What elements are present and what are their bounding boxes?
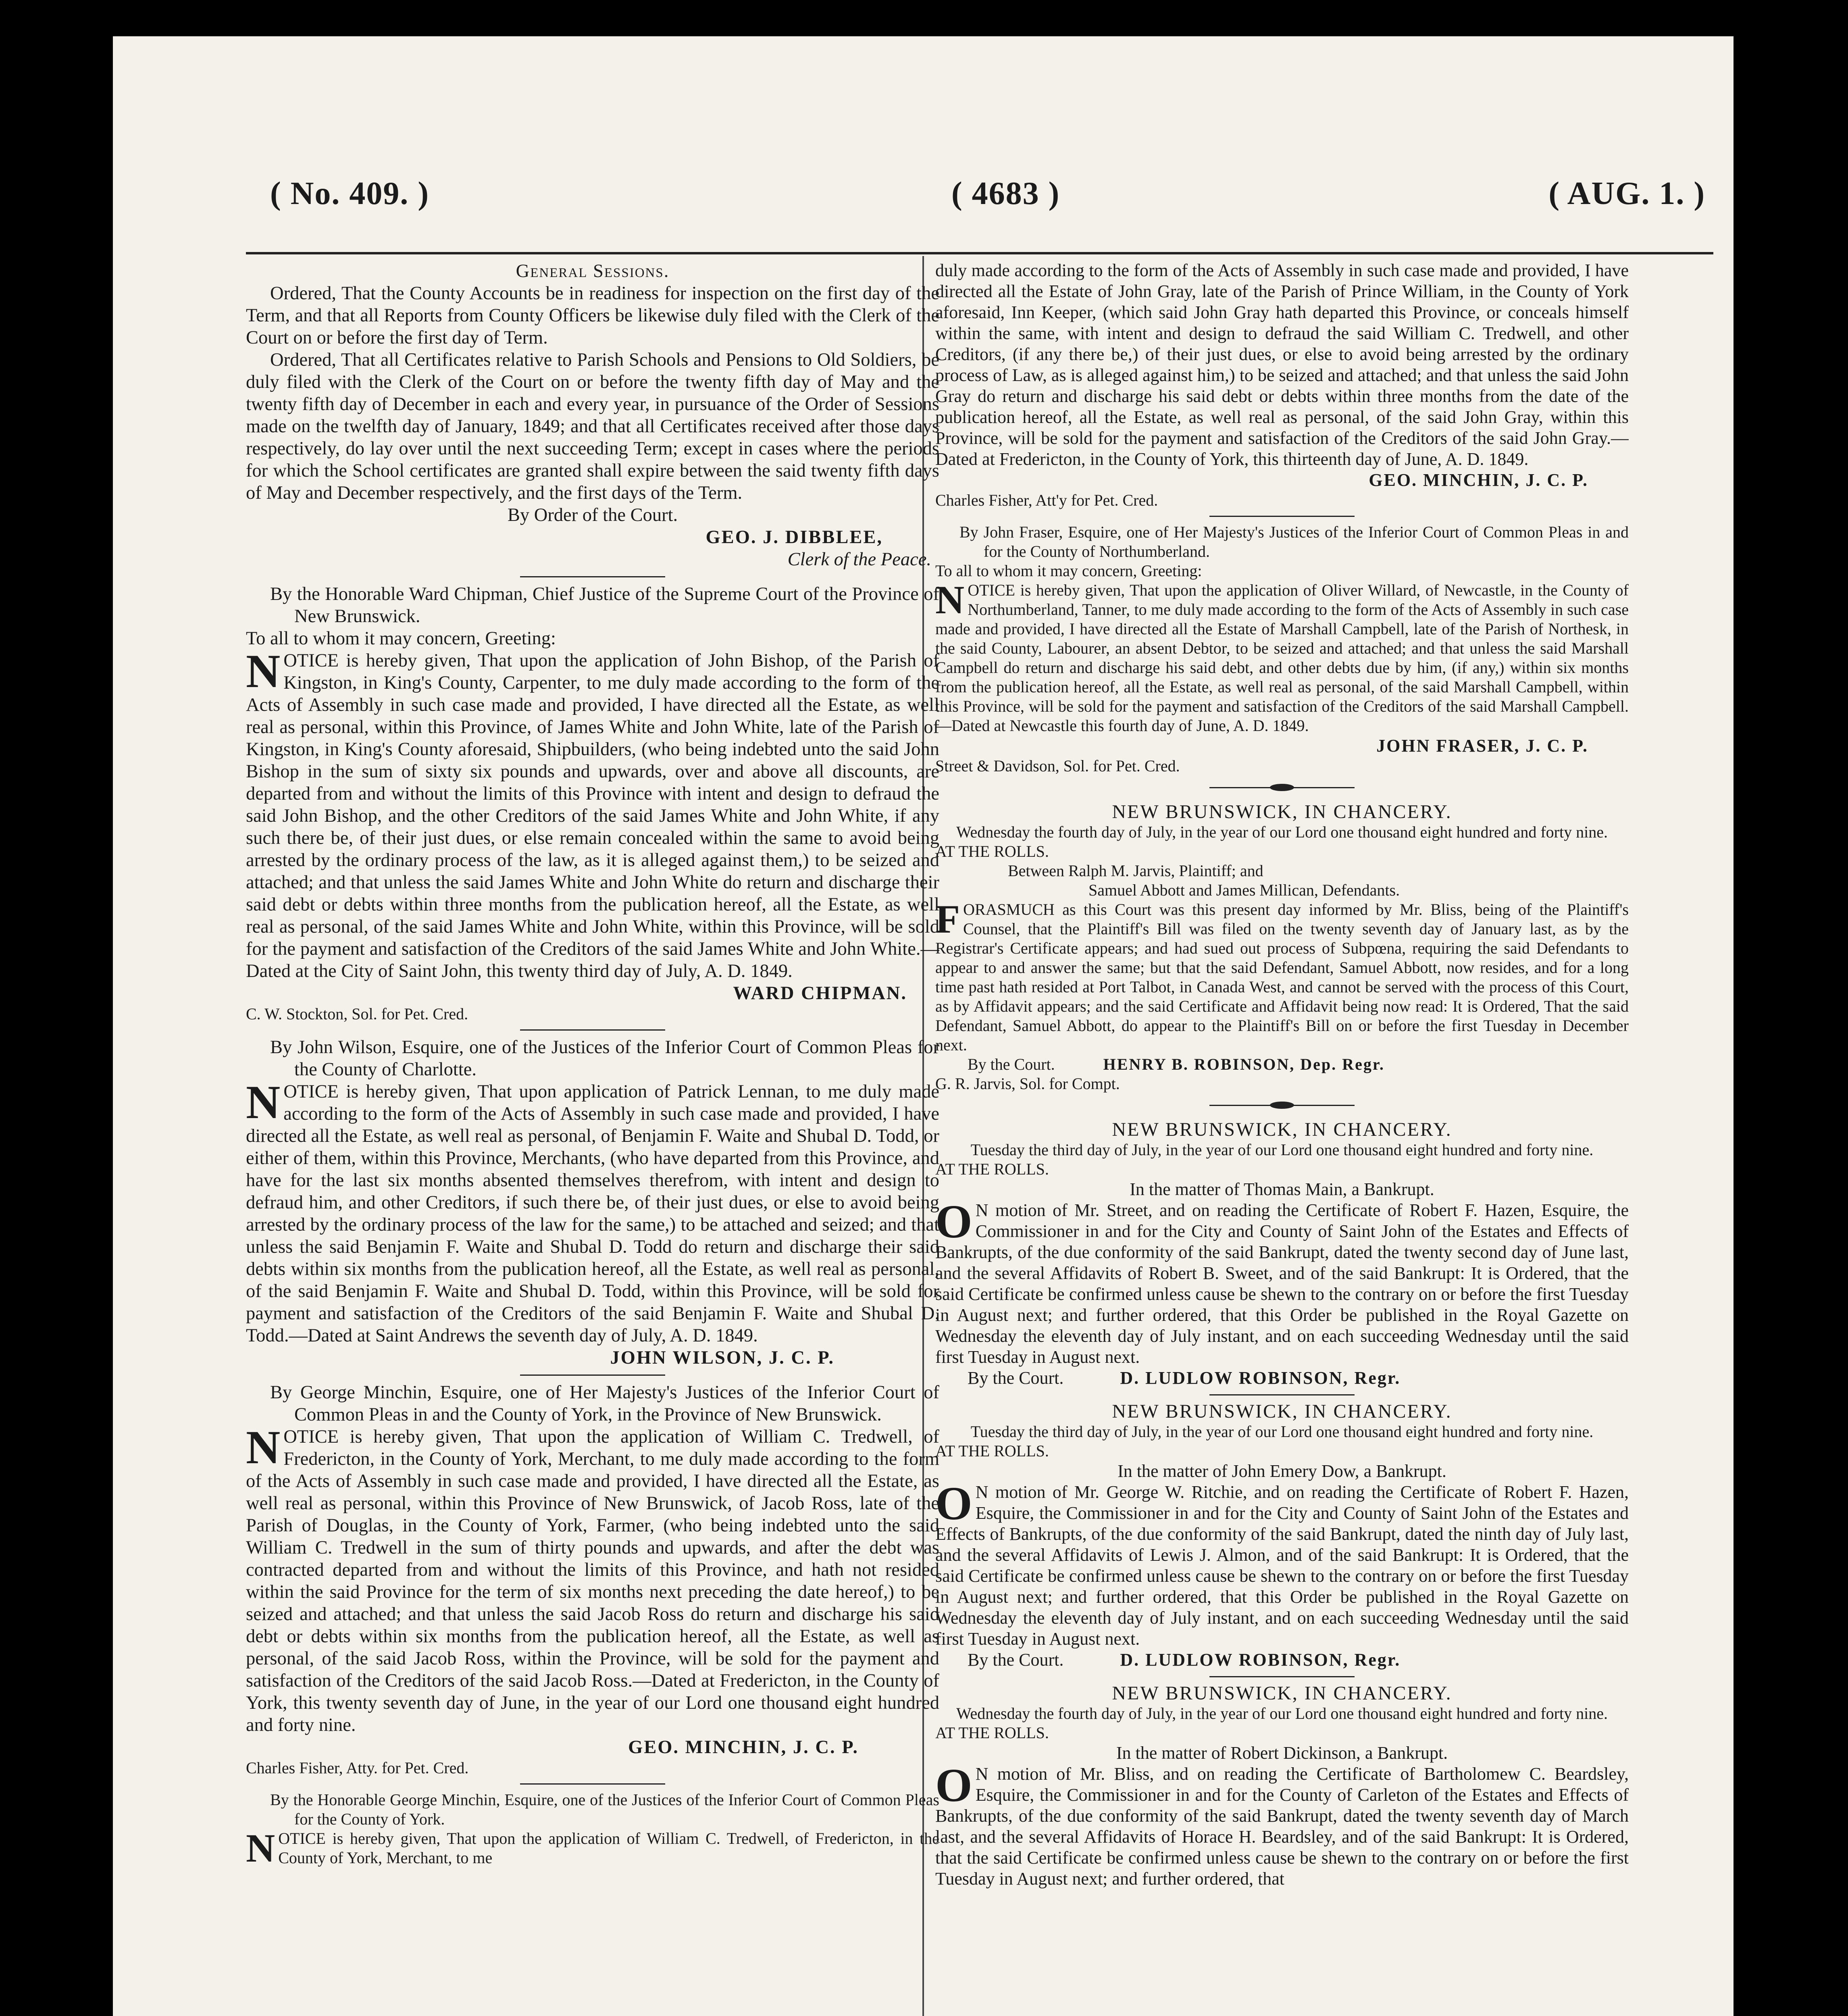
drop-cap: O <box>935 1195 972 1248</box>
page-number: ( 4683 ) <box>951 176 1060 211</box>
page-header <box>246 175 1713 224</box>
divider-rule <box>1209 516 1355 517</box>
chancery-3-signature: D. LUDLOW ROBINSON, Regr. <box>1120 1650 1401 1670</box>
fraser-signature: JOHN FRASER, J. C. P. <box>1376 736 1588 756</box>
fraser-solicitor: Street & Davidson, Sol. for Pet. Cred. <box>935 757 1180 775</box>
minchin2-notice-body: OTICE is hereby given, That upon the application of William C. Tredwell, of Fredericton, in the County of York, Merchant, to me <box>278 1829 939 1867</box>
chancery-1-order-body: ORASMUCH as this Court was this present day informed by Mr. Bliss, being of the Plaintiff's Counsel, that the Plaintiff's Bill was filed on the twenty seventh day of January last, as by the Registrar's Certificate appears; and had sued out process of Subpœna, requiring the said Defendants to appear to and answer the same; but that the said Defendant, Samuel Abbott, now resides, and for a long time past hath resided at Port Talbot, in Canada West, and cannot be served with the process of this Court, as by Affidavit appears; and the said Certificate and Affidavit being now read: It is Ordered, That the said Defendant, Samuel Abbott, do appear to the Plaintiff's Bill on or before the first Tuesday in December next. <box>935 900 1629 1054</box>
chancery-4-matter: In the matter of Robert Dickinson, a Bankrupt. <box>1116 1743 1448 1763</box>
divider-rule <box>520 1375 665 1376</box>
chancery-4-date: Wednesday the fourth day of July, in the year of our Lord one thousand eight hundred and forty nine. <box>956 1704 1608 1722</box>
chancery-4-order-body: N motion of Mr. Bliss, and on reading the Certificate of Bartholomew C. Beardsley, Esquire, the Commissioner in and for the County of Carleton of the Estates and Effects of Bankrupts, of the due conformity of the said Bankrupt, dated the twenty seventh day of March last, and the several Affidavits of Horace H. Beardsley, and of the said Bankrupt: It is Ordered, that the said Certificate be confirmed unless cause be shewn to the contrary on or before the first Tuesday in August next; and further ordered, that <box>935 1764 1629 1889</box>
drop-cap: N <box>246 1421 281 1474</box>
chancery-4-order <box>935 1759 1629 1889</box>
drop-cap: N <box>246 1826 275 1870</box>
wilson-signature: JOHN WILSON, J. C. P. <box>610 1347 835 1368</box>
chancery-1-order <box>935 897 1629 1055</box>
chancery-1-title: NEW BRUNSWICK, IN CHANCERY. <box>1112 801 1452 823</box>
chancery-2-matter: In the matter of Thomas Main, a Bankrupt. <box>1130 1179 1434 1199</box>
left-column <box>246 260 939 2016</box>
chancery-1-solicitor: G. R. Jarvis, Sol. for Compt. <box>935 1075 1120 1093</box>
chancery-3-title: NEW BRUNSWICK, IN CHANCERY. <box>1112 1401 1452 1422</box>
gray-signature: GEO. MINCHIN, J. C. P. <box>1369 470 1588 490</box>
chancery-4-title: NEW BRUNSWICK, IN CHANCERY. <box>1112 1683 1452 1704</box>
chipman-heading: By the Honorable Ward Chipman, Chief Justice of the Supreme Court of the Province of New Brunswick. <box>270 584 939 627</box>
chipman-signature: WARD CHIPMAN. <box>733 983 907 1004</box>
gray-notice-continued: duly made according to the form of the Acts of Assembly in such case made and provided, I have directed all the Estate of John Gray, late of the Parish of Prince William, in the County of York aforesaid, Inn Keeper, (which said John Gray hath departed this Province, or conceals himself within the same, with intent and design to defraud the said William C. Tredwell, and other Creditors, (if any there be,) of their just dues, or else to avoid being arrested by the ordinary process of Law, as is alleged against him,) to be seized and attached; and that unless the said John Gray do return and discharge his said debt or debts within three months from the date of the publication hereof, all the Estate, as well real as personal, of the said John Gray, within this Province, will be sold for the payment and satisfaction of the Creditors of the said John Gray.—Dated at Fredericton, in the County of York, this thirteenth day of June, A. D. 1849. <box>935 260 1629 469</box>
chancery-2-date: Tuesday the third day of July, in the year of our Lord one thousand eight hundred and forty nine. <box>970 1141 1594 1159</box>
chancery-1-signature-line <box>935 1055 1629 1074</box>
chancery-3-matter: In the matter of John Emery Dow, a Bankrupt. <box>1118 1461 1446 1481</box>
minchin2-heading: By the Honorable George Minchin, Esquire, one of the Justices of the Inferior Court of Common Pleas for the County of York. <box>270 1791 939 1828</box>
drop-cap: O <box>935 1759 972 1812</box>
chipman-notice-body: OTICE is hereby given, That upon the application of John Bishop, of the Parish of Kingston, in King's County, Carpenter, to me duly made according to the form of the Acts of Assembly in such case made and provided, I have directed all the Estate, as well real as personal, within this Province, of James White and John White, late of the Parish of Kingston, in King's County aforesaid, Shipbuilders, (who being indebted unto the said John Bishop in the sum of sixty six pounds and upwards, over and above all discounts, are departed from and without the limits of this Province with intent and design to defraud the said John Bishop, and the other Creditors of the said James White and John White, if any such there be, of their just dues, or else remain concealed within the same to avoid being arrested by the ordinary process of the law, as it is alleged against them,) to be seized and attached; and that unless the said James White and John White do return and discharge their said debt or debts within three months from the publication hereof, all the Estate, as well real as personal, of the said James White and John White, within this Province, will be sold for the payment and satisfaction of the Creditors of the said James White and John White.—Dated at the City of Saint John, this twenty third day of July, A. D. 1849. <box>246 650 939 981</box>
chancery-2-title: NEW BRUNSWICK, IN CHANCERY. <box>1112 1119 1452 1140</box>
general-sessions-order-1: Ordered, That the County Accounts be in readiness for inspection on the first day of the Term, and that all Reports from County Officers be likewise duly filed with the Clerk of the Court on or before the first day of Term. <box>246 283 939 348</box>
wilson-notice <box>246 1076 939 1347</box>
chancery-2-signature: D. LUDLOW ROBINSON, Regr. <box>1120 1368 1401 1388</box>
chancery-3-rolls: AT THE ROLLS. <box>935 1442 1049 1460</box>
issue-number: ( No. 409. ) <box>270 176 430 211</box>
minchin2-notice <box>246 1826 939 1870</box>
drop-cap: N <box>935 577 965 622</box>
chancery-1-between: Between Ralph M. Jarvis, Plaintiff; and <box>1008 862 1263 880</box>
general-sessions-by: By Order of the Court. <box>507 505 678 525</box>
divider-flourish <box>935 1096 1629 1116</box>
drop-cap: O <box>935 1477 972 1530</box>
wilson-notice-body: OTICE is hereby given, That upon application of Patrick Lennan, to me duly made according to the form of the Acts of Assembly in such case made and provided, I have directed all the Estate, as well real as personal, of Benjamin F. Waite and Shubal D. Todd, or either of them, within this Province, Merchants, (who have departed from this Province, and have for the last six months absented themselves therefrom, with intent and design to defraud him, and other Creditors, if such there be, of their just dues, or else to avoid being arrested by the ordinary process of the law for the same,) to be attached and seized; and that unless the said Benjamin F. Waite and Shubal D. Todd do return and discharge their said debts within six months from the publication hereof, all the Estate, as well real as personal, of the said Benjamin F. Waite and Shubal D. Todd, within this Province, will be sold for payment and satisfaction of the Creditors of the said Benjamin F. Waite and Shubal D. Todd.—Dated at Saint Andrews the seventh day of July, A. D. 1849. <box>246 1081 939 1346</box>
wilson-heading: By John Wilson, Esquire, one of the Justices of the Inferior Court of Common Pleas for the County of Charlotte. <box>270 1037 939 1080</box>
minchin-notice <box>246 1421 939 1736</box>
general-sessions-title: General Sessions. <box>516 261 670 281</box>
chancery-4-rolls: AT THE ROLLS. <box>935 1724 1049 1742</box>
divider-flourish <box>935 778 1629 798</box>
divider-rule <box>1209 1394 1355 1395</box>
minchin-heading: By George Minchin, Esquire, one of Her Majesty's Justices of the Inferior Court of Common Pleas in and the County of York, in the Province of New Brunswick. <box>270 1382 939 1425</box>
chancery-1-date: Wednesday the fourth day of July, in the year of our Lord one thousand eight hundred and forty nine. <box>956 823 1608 841</box>
minchin-notice-body: OTICE is hereby given, That upon the application of William C. Tredwell, of Fredericton, in the County of York, Merchant, to me duly made according to the form of the Acts of Assembly in such case made and provided, I have directed all the Estate, as well real as personal, within this Province of New Brunswick, of Jacob Ross, late of the Parish of Douglas, in the County of York, Farmer, (who being indebted unto the said William C. Tredwell in the sum of thirty pounds and upwards, and after the debt was contracted departed from and without the limits of this Province, and hath not resided within the said Province for the term of six months next preceding the date hereof,) to be seized and attached; and that unless the said Jacob Ross do return and discharge his said debt or debts within six months from the publication hereof, all the Estate, as well as personal, of the said Jacob Ross, within the Province, will be sold for the payment and satisfaction of the Creditors of the said Jacob Ross.—Dated at Fredericton, in the County of York, this twenty seventh day of June, in the year of our Lord one thousand eight hundred and forty nine. <box>246 1427 939 1735</box>
chancery-2-signature-line <box>935 1368 1629 1389</box>
divider-rule <box>520 1783 665 1785</box>
chipman-notice <box>246 645 939 982</box>
chancery-2-by: By the Court. <box>968 1368 1064 1388</box>
drop-cap: N <box>246 1076 281 1129</box>
chancery-1-signature: HENRY B. ROBINSON, Dep. Regr. <box>1103 1055 1385 1073</box>
fraser-notice <box>935 577 1629 735</box>
chancery-2-order <box>935 1195 1629 1368</box>
gray-solicitor: Charles Fisher, Att'y for Pet. Cred. <box>935 491 1158 509</box>
chipman-solicitor: C. W. Stockton, Sol. for Pet. Cred. <box>246 1005 468 1023</box>
chancery-2-order-body: N motion of Mr. Street, and on reading the Certificate of Robert F. Hazen, Esquire, the Commissioner in and for the City and County of Saint John of the Estates and Effects of Bankrupts, of the due conformity of the said Bankrupt, dated the twenty second day of June last, and the several Affidavits of Robert B. Sweet, and of the said Bankrupt: It is Ordered, that the said Certificate be confirmed unless cause be shewn to the contrary on or before the first Tuesday in August next; and further ordered, that this Order be published in the Royal Gazette on Wednesday the eleventh day of July instant, and on each succeeding Wednesday until the said first Tuesday in August next. <box>935 1200 1629 1367</box>
chancery-1-by: By the Court. <box>968 1055 1055 1073</box>
chancery-3-signature-line <box>935 1649 1629 1670</box>
chancery-3-order <box>935 1477 1629 1649</box>
fraser-greeting: To all to whom it may concern, Greeting: <box>935 562 1202 580</box>
chancery-1-defendants: Samuel Abbott and James Millican, Defendants. <box>1088 881 1400 899</box>
fraser-heading: By John Fraser, Esquire, one of Her Majesty's Justices of the Inferior Court of Common Pleas in and for the County of Northumberland. <box>959 523 1629 560</box>
fraser-notice-body: OTICE is hereby given, That upon the application of Oliver Willard, of Newcastle, in the County of Northumberland, Tanner, to me duly made according to the form of the Acts of Assembly in such case made and provided, I have directed all the Estate of Marshall Campbell, late of the Parish of Northesk, in the said County, Labourer, an absent Debtor, to be seized and attached; and that unless the said Marshall Campbell do return and discharge his said debt, and other debts due by him, (if any,) within six months from the publication hereof, all the Estate, as well real as personal, of the said Marshall Campbell, within this Province, will be sold for the payment and satisfaction of the Creditors of the said Marshall Campbell.—Dated at Newcastle this fourth day of June, A. D. 1849. <box>935 581 1629 735</box>
header-rule <box>246 252 1713 254</box>
divider-rule <box>520 1029 665 1031</box>
general-sessions-signature-title: Clerk of the Peace. <box>787 549 931 570</box>
drop-cap: F <box>935 897 960 941</box>
minchin-signature: GEO. MINCHIN, J. C. P. <box>628 1737 859 1758</box>
general-sessions-order-2: Ordered, That all Certificates relative to Parish Schools and Pensions to Old Soldiers, be duly filed with the Clerk of the Court on or before the twenty fifth day of May and the twenty fifth day of December in each and every year, in pursuance of the Order of Sessions made on the twelfth day of January, 1849; and that all Certificates received after those days respectively, do lay over until the next succeeding Term; except in cases where the periods for which the School certificates are granted shall expire between the said twenty fifth days of May and December respectively, and the first days of the Term. <box>246 350 939 503</box>
chancery-2-rolls: AT THE ROLLS. <box>935 1160 1049 1178</box>
minchin-solicitor: Charles Fisher, Atty. for Pet. Cred. <box>246 1759 469 1777</box>
issue-date: ( AUG. 1. ) <box>1548 176 1705 211</box>
gazette-page <box>113 36 1734 2016</box>
general-sessions-signature: GEO. J. DIBBLEE, <box>705 527 883 548</box>
chancery-3-date: Tuesday the third day of July, in the year of our Lord one thousand eight hundred and forty nine. <box>970 1422 1594 1441</box>
chancery-3-by: By the Court. <box>968 1650 1064 1670</box>
divider-rule <box>1209 1676 1355 1677</box>
chipman-greeting: To all to whom it may concern, Greeting: <box>246 628 556 649</box>
right-column <box>935 260 1629 2016</box>
divider-rule <box>520 576 665 577</box>
drop-cap: N <box>246 645 281 698</box>
chancery-1-rolls: AT THE ROLLS. <box>935 842 1049 860</box>
chancery-3-order-body: N motion of Mr. George W. Ritchie, and on reading the Certificate of Robert F. Hazen, Esquire, the Commissioner in and for the City and County of Saint John of the Estates and Effects of Bankrupts, of the due conformity of the said Bankrupt, dated the ninth day of July last, and the several Affidavits of Lewis J. Almon, and of the said Bankrupt: It is Ordered, that the said Certificate be confirmed unless cause be shewn to the contrary on or before the first Tuesday in August next; and further ordered, that this Order be published in the Royal Gazette on Wednesday the eleventh day of July instant, and on each succeeding Wednesday until the said first Tuesday in August next. <box>935 1482 1629 1649</box>
